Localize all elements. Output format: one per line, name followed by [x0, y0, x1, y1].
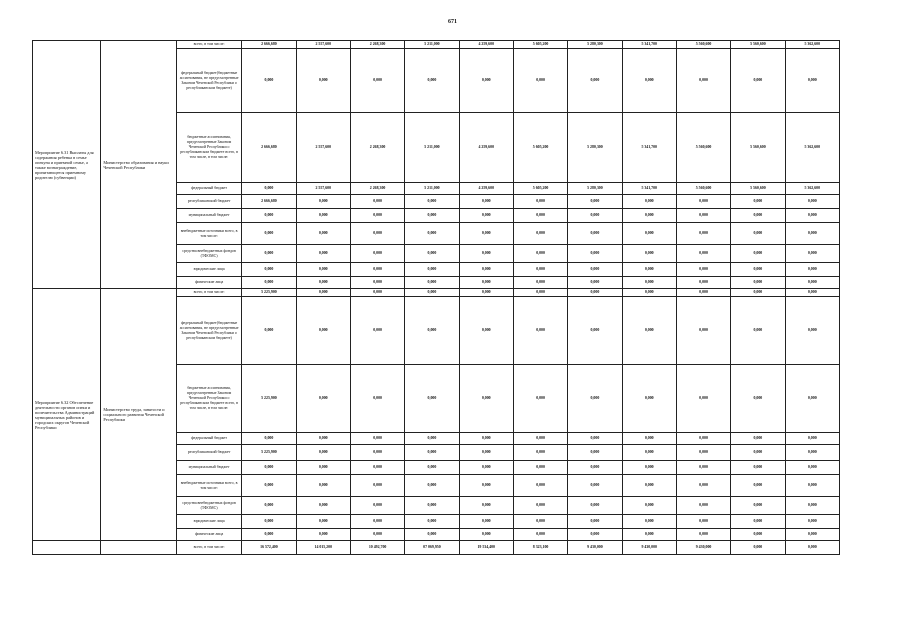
amount-cell: 2 268,300 [350, 113, 404, 183]
amount-cell: 0,000 [785, 263, 839, 277]
amount-cell: 0,000 [405, 195, 459, 209]
amount-cell: 0,000 [513, 461, 567, 475]
amount-cell: 0,000 [622, 365, 676, 433]
amount-cell: 0,000 [622, 475, 676, 497]
amount-cell: 0,000 [731, 277, 785, 289]
amount-cell: 0,000 [568, 475, 622, 497]
funding-source: муниципальный бюджет [176, 209, 241, 223]
amount-cell: 5 341,700 [622, 41, 676, 49]
funding-source: юридические лица [176, 515, 241, 529]
amount-cell: 2 268,300 [350, 183, 404, 195]
amount-cell: 5 211,000 [405, 113, 459, 183]
amount-cell: 0,000 [405, 263, 459, 277]
amount-cell: 5 280,300 [568, 41, 622, 49]
amount-cell: 0,000 [459, 195, 513, 209]
amount-cell: 5 362,600 [785, 113, 839, 183]
funding-source: федеральный бюджет [176, 183, 241, 195]
amount-cell: 0,000 [622, 195, 676, 209]
amount-cell: 0,000 [676, 515, 730, 529]
amount-cell: 2 666,680 [242, 41, 296, 49]
amount-cell: 0,000 [731, 223, 785, 245]
amount-cell: 19 534,400 [459, 541, 513, 555]
amount-cell: 0,000 [676, 365, 730, 433]
amount-cell: 0,000 [785, 461, 839, 475]
amount-cell: 5 280,300 [568, 183, 622, 195]
amount-cell: 0,000 [676, 209, 730, 223]
amount-cell: 9 430,000 [568, 541, 622, 555]
amount-cell: 0,000 [242, 223, 296, 245]
executor-name [101, 541, 176, 555]
amount-cell: 0,000 [405, 209, 459, 223]
amount-cell: 0,000 [242, 245, 296, 263]
amount-cell: 0,000 [676, 433, 730, 445]
amount-cell: 5 362,600 [785, 183, 839, 195]
amount-cell: 0,000 [459, 49, 513, 113]
amount-cell: 0,000 [731, 297, 785, 365]
amount-cell: 0,000 [513, 263, 567, 277]
amount-cell: 0,000 [296, 49, 350, 113]
table-row [33, 541, 840, 555]
amount-cell: 0,000 [568, 245, 622, 263]
amount-cell: 0,000 [405, 475, 459, 497]
amount-cell: 0,000 [459, 515, 513, 529]
amount-cell: 0,000 [785, 433, 839, 445]
amount-cell: 0,000 [350, 263, 404, 277]
amount-cell: 9 430,000 [622, 541, 676, 555]
amount-cell: 0,000 [350, 297, 404, 365]
amount-cell: 5 560,600 [731, 41, 785, 49]
amount-cell: 0,000 [731, 461, 785, 475]
amount-cell: 0,000 [568, 433, 622, 445]
funding-source: бюджетные ассигнования, предусмотренные Законом Чеченской Республики о республиканском бюджете всего, в том числе, в том числе: [176, 113, 241, 183]
amount-cell: 0,000 [785, 277, 839, 289]
amount-cell: 0,000 [459, 245, 513, 263]
amount-cell: 0,000 [242, 461, 296, 475]
amount-cell: 0,000 [459, 263, 513, 277]
amount-cell: 5 560,600 [676, 183, 730, 195]
amount-cell: 0,000 [676, 263, 730, 277]
amount-cell: 0,000 [622, 297, 676, 365]
amount-cell: 0,000 [459, 223, 513, 245]
amount-cell: 16 572,400 [242, 541, 296, 555]
amount-cell: 0,000 [622, 289, 676, 297]
amount-cell: 14 015,200 [296, 541, 350, 555]
amount-cell: 5 341,700 [622, 113, 676, 183]
amount-cell: 0,000 [296, 475, 350, 497]
amount-cell: 0,000 [676, 445, 730, 461]
amount-cell: 0,000 [405, 445, 459, 461]
amount-cell: 0,000 [405, 433, 459, 445]
funding-source: внебюджетные источники всего, в том числе: [176, 475, 241, 497]
amount-cell: 0,000 [242, 475, 296, 497]
amount-cell: 0,000 [785, 245, 839, 263]
amount-cell: 0,000 [459, 209, 513, 223]
amount-cell: 0,000 [513, 297, 567, 365]
funding-source: федеральный бюджет [176, 433, 241, 445]
budget-table [32, 40, 840, 555]
amount-cell: 0,000 [622, 433, 676, 445]
amount-cell: 0,000 [676, 245, 730, 263]
amount-cell: 0,000 [513, 529, 567, 541]
amount-cell: 0,000 [622, 529, 676, 541]
funding-source: юридические лица [176, 263, 241, 277]
amount-cell: 0,000 [350, 433, 404, 445]
amount-cell: 0,000 [350, 529, 404, 541]
amount-cell: 0,000 [296, 245, 350, 263]
amount-cell: 0,000 [513, 245, 567, 263]
amount-cell: 0,000 [785, 289, 839, 297]
amount-cell: 0,000 [405, 297, 459, 365]
amount-cell: 0,000 [513, 195, 567, 209]
amount-cell: 0,000 [296, 223, 350, 245]
amount-cell: 8 323,100 [513, 541, 567, 555]
funding-source: физические лица [176, 277, 241, 289]
amount-cell: 4 259,600 [459, 113, 513, 183]
amount-cell: 0,000 [405, 461, 459, 475]
amount-cell: 0,000 [459, 365, 513, 433]
amount-cell: 0,000 [350, 445, 404, 461]
amount-cell: 5 605,200 [513, 113, 567, 183]
amount-cell: 0,000 [513, 49, 567, 113]
amount-cell: 0,000 [731, 209, 785, 223]
amount-cell: 0,000 [405, 245, 459, 263]
funding-source: федеральный бюджет(бюджетные ассигнования, не предусмотренные Законом Чеченской Республики о республиканском бюджете) [176, 297, 241, 365]
amount-cell: 0,000 [296, 289, 350, 297]
amount-cell: 0,000 [731, 245, 785, 263]
amount-cell: 0,000 [242, 49, 296, 113]
amount-cell: 0,000 [350, 365, 404, 433]
amount-cell: 0,000 [405, 529, 459, 541]
amount-cell: 10 492,700 [350, 541, 404, 555]
amount-cell: 0,000 [513, 497, 567, 515]
amount-cell: 0,000 [350, 195, 404, 209]
amount-cell: 0,000 [242, 209, 296, 223]
amount-cell: 0,000 [785, 297, 839, 365]
amount-cell: 5 560,600 [731, 183, 785, 195]
amount-cell: 2 557,600 [296, 113, 350, 183]
amount-cell: 0,000 [676, 49, 730, 113]
amount-cell: 4 259,600 [459, 41, 513, 49]
amount-cell: 0,000 [242, 433, 296, 445]
amount-cell: 0,000 [568, 263, 622, 277]
amount-cell: 0,000 [513, 223, 567, 245]
amount-cell: 5 605,200 [513, 41, 567, 49]
amount-cell: 0,000 [676, 289, 730, 297]
amount-cell: 0,000 [731, 541, 785, 555]
amount-cell: 0,000 [296, 515, 350, 529]
amount-cell: 0,000 [350, 497, 404, 515]
amount-cell: 0,000 [459, 461, 513, 475]
amount-cell: 0,000 [350, 289, 404, 297]
amount-cell: 0,000 [459, 475, 513, 497]
amount-cell: 0,000 [296, 365, 350, 433]
amount-cell: 0,000 [296, 497, 350, 515]
funding-source: республиканский бюджет [176, 195, 241, 209]
amount-cell: 0,000 [731, 515, 785, 529]
amount-cell: 0,000 [676, 497, 730, 515]
amount-cell: 0,000 [459, 297, 513, 365]
amount-cell: 0,000 [622, 223, 676, 245]
amount-cell: 0,000 [242, 183, 296, 195]
funding-source: всего, в том числе: [176, 541, 241, 555]
page-number: 671 [448, 19, 457, 25]
amount-cell: 0,000 [242, 297, 296, 365]
amount-cell: 0,000 [513, 289, 567, 297]
amount-cell: 0,000 [731, 497, 785, 515]
amount-cell: 0,000 [242, 529, 296, 541]
amount-cell: 07 069,950 [405, 541, 459, 555]
amount-cell: 0,000 [459, 433, 513, 445]
amount-cell: 0,000 [568, 497, 622, 515]
amount-cell: 0,000 [242, 497, 296, 515]
amount-cell: 0,000 [622, 209, 676, 223]
amount-cell: 5 211,000 [405, 41, 459, 49]
amount-cell: 5 560,600 [676, 41, 730, 49]
amount-cell: 0,000 [568, 209, 622, 223]
amount-cell: 0,000 [296, 263, 350, 277]
amount-cell: 0,000 [242, 263, 296, 277]
amount-cell: 5 560,600 [731, 113, 785, 183]
amount-cell: 0,000 [405, 289, 459, 297]
funding-source: физические лица [176, 529, 241, 541]
amount-cell: 0,000 [622, 515, 676, 529]
amount-cell: 5 280,300 [568, 113, 622, 183]
amount-cell: 0,000 [296, 445, 350, 461]
amount-cell: 0,000 [622, 49, 676, 113]
amount-cell: 2 268,300 [350, 41, 404, 49]
amount-cell: 0,000 [242, 515, 296, 529]
amount-cell: 2 666,680 [242, 195, 296, 209]
funding-source: федеральный бюджет(бюджетные ассигнования, не предусмотренные Законом Чеченской Республики о республиканском бюджете) [176, 49, 241, 113]
amount-cell: 0,000 [350, 49, 404, 113]
amount-cell: 0,000 [568, 297, 622, 365]
amount-cell: 5 560,600 [676, 113, 730, 183]
amount-cell: 0,000 [513, 365, 567, 433]
amount-cell: 0,000 [622, 461, 676, 475]
amount-cell: 0,000 [568, 289, 622, 297]
amount-cell: 2 666,680 [242, 113, 296, 183]
amount-cell: 0,000 [350, 245, 404, 263]
amount-cell: 0,000 [785, 529, 839, 541]
amount-cell: 0,000 [405, 365, 459, 433]
amount-cell: 0,000 [513, 277, 567, 289]
amount-cell: 0,000 [622, 497, 676, 515]
funding-source: всего, в том числе: [176, 41, 241, 49]
amount-cell: 0,000 [513, 209, 567, 223]
amount-cell: 0,000 [731, 529, 785, 541]
amount-cell: 0,000 [731, 263, 785, 277]
amount-cell: 0,000 [622, 445, 676, 461]
amount-cell: 0,000 [785, 541, 839, 555]
amount-cell: 5 225,900 [242, 289, 296, 297]
table-row [33, 41, 840, 49]
amount-cell: 2 557,600 [296, 41, 350, 49]
amount-cell: 0,000 [622, 245, 676, 263]
funding-source: средства внебюджетных фондов (ТФОМС) [176, 245, 241, 263]
amount-cell: 0,000 [785, 497, 839, 515]
amount-cell: 0,000 [731, 365, 785, 433]
amount-cell: 0,000 [785, 475, 839, 497]
measure-name [33, 541, 101, 555]
amount-cell: 0,000 [568, 529, 622, 541]
executor-name: Министерство образования и науки Чеченской Республики [101, 41, 176, 289]
table-row [33, 289, 840, 297]
amount-cell: 0,000 [676, 461, 730, 475]
amount-cell: 0,000 [296, 297, 350, 365]
measure-name: Мероприятие 6.32 Обеспечение деятельности органов опеки и попечительства Администраций муниципальных районов и городских округов Чеченской Республики [33, 289, 101, 541]
amount-cell: 0,000 [296, 277, 350, 289]
amount-cell: 5 225,900 [242, 445, 296, 461]
amount-cell: 0,000 [676, 277, 730, 289]
amount-cell: 0,000 [459, 277, 513, 289]
amount-cell: 5 605,200 [513, 183, 567, 195]
amount-cell: 0,000 [785, 365, 839, 433]
amount-cell: 0,000 [296, 195, 350, 209]
amount-cell: 0,000 [242, 277, 296, 289]
amount-cell: 0,000 [350, 515, 404, 529]
amount-cell: 0,000 [296, 461, 350, 475]
amount-cell: 0,000 [568, 223, 622, 245]
amount-cell: 0,000 [785, 49, 839, 113]
amount-cell: 0,000 [568, 445, 622, 461]
amount-cell: 0,000 [405, 223, 459, 245]
amount-cell: 0,000 [513, 515, 567, 529]
amount-cell: 0,000 [568, 365, 622, 433]
amount-cell: 0,000 [350, 461, 404, 475]
amount-cell: 5 211,000 [405, 183, 459, 195]
funding-source: внебюджетные источники всего, в том числе: [176, 223, 241, 245]
amount-cell: 0,000 [622, 277, 676, 289]
amount-cell: 0,000 [676, 475, 730, 497]
amount-cell: 0,000 [676, 529, 730, 541]
funding-source: всего, в том числе: [176, 289, 241, 297]
amount-cell: 0,000 [405, 49, 459, 113]
amount-cell: 5 341,700 [622, 183, 676, 195]
amount-cell: 0,000 [731, 475, 785, 497]
amount-cell: 0,000 [731, 445, 785, 461]
amount-cell: 0,000 [296, 433, 350, 445]
amount-cell: 0,000 [568, 49, 622, 113]
amount-cell: 0,000 [785, 445, 839, 461]
amount-cell: 0,000 [568, 515, 622, 529]
amount-cell: 0,000 [676, 195, 730, 209]
amount-cell: 0,000 [513, 475, 567, 497]
amount-cell: 0,000 [676, 297, 730, 365]
amount-cell: 0,000 [405, 515, 459, 529]
amount-cell: 0,000 [405, 497, 459, 515]
amount-cell: 0,000 [785, 195, 839, 209]
amount-cell: 0,000 [296, 529, 350, 541]
amount-cell: 0,000 [405, 277, 459, 289]
amount-cell: 0,000 [350, 277, 404, 289]
amount-cell: 0,000 [296, 209, 350, 223]
amount-cell: 0,000 [568, 277, 622, 289]
amount-cell: 0,000 [622, 263, 676, 277]
amount-cell: 0,000 [676, 223, 730, 245]
amount-cell: 0,000 [350, 475, 404, 497]
amount-cell: 0,000 [785, 209, 839, 223]
amount-cell: 5 225,900 [242, 365, 296, 433]
amount-cell: 9 430,000 [676, 541, 730, 555]
amount-cell: 0,000 [350, 209, 404, 223]
amount-cell: 4 259,600 [459, 183, 513, 195]
funding-source: республиканский бюджет [176, 445, 241, 461]
amount-cell: 0,000 [568, 195, 622, 209]
amount-cell: 0,000 [785, 223, 839, 245]
amount-cell: 0,000 [568, 461, 622, 475]
amount-cell: 0,000 [459, 445, 513, 461]
amount-cell: 0,000 [731, 195, 785, 209]
amount-cell: 0,000 [459, 289, 513, 297]
amount-cell: 0,000 [731, 433, 785, 445]
executor-name: Министерство труда, занятости и социального развития Чеченской Республики [101, 289, 176, 541]
funding-source: средства внебюджетных фондов (ТФОМС) [176, 497, 241, 515]
amount-cell: 0,000 [731, 289, 785, 297]
amount-cell: 0,000 [459, 497, 513, 515]
amount-cell: 2 557,600 [296, 183, 350, 195]
amount-cell: 0,000 [785, 515, 839, 529]
funding-source: бюджетные ассигнования, предусмотренные Законом Чеченской Республики о республиканском бюджете всего, в том числе, в том числе: [176, 365, 241, 433]
amount-cell: 0,000 [350, 223, 404, 245]
amount-cell: 0,000 [513, 433, 567, 445]
measure-name: Мероприятие 6.31 Выплаты для содержания ребенка в семье опекуна и приемной семье, а также вознаграждение, причитающееся приемному родителю (субвенции) [33, 41, 101, 289]
amount-cell: 0,000 [513, 445, 567, 461]
amount-cell: 0,000 [731, 49, 785, 113]
amount-cell: 5 362,600 [785, 41, 839, 49]
funding-source: муниципальный бюджет [176, 461, 241, 475]
amount-cell: 0,000 [459, 529, 513, 541]
